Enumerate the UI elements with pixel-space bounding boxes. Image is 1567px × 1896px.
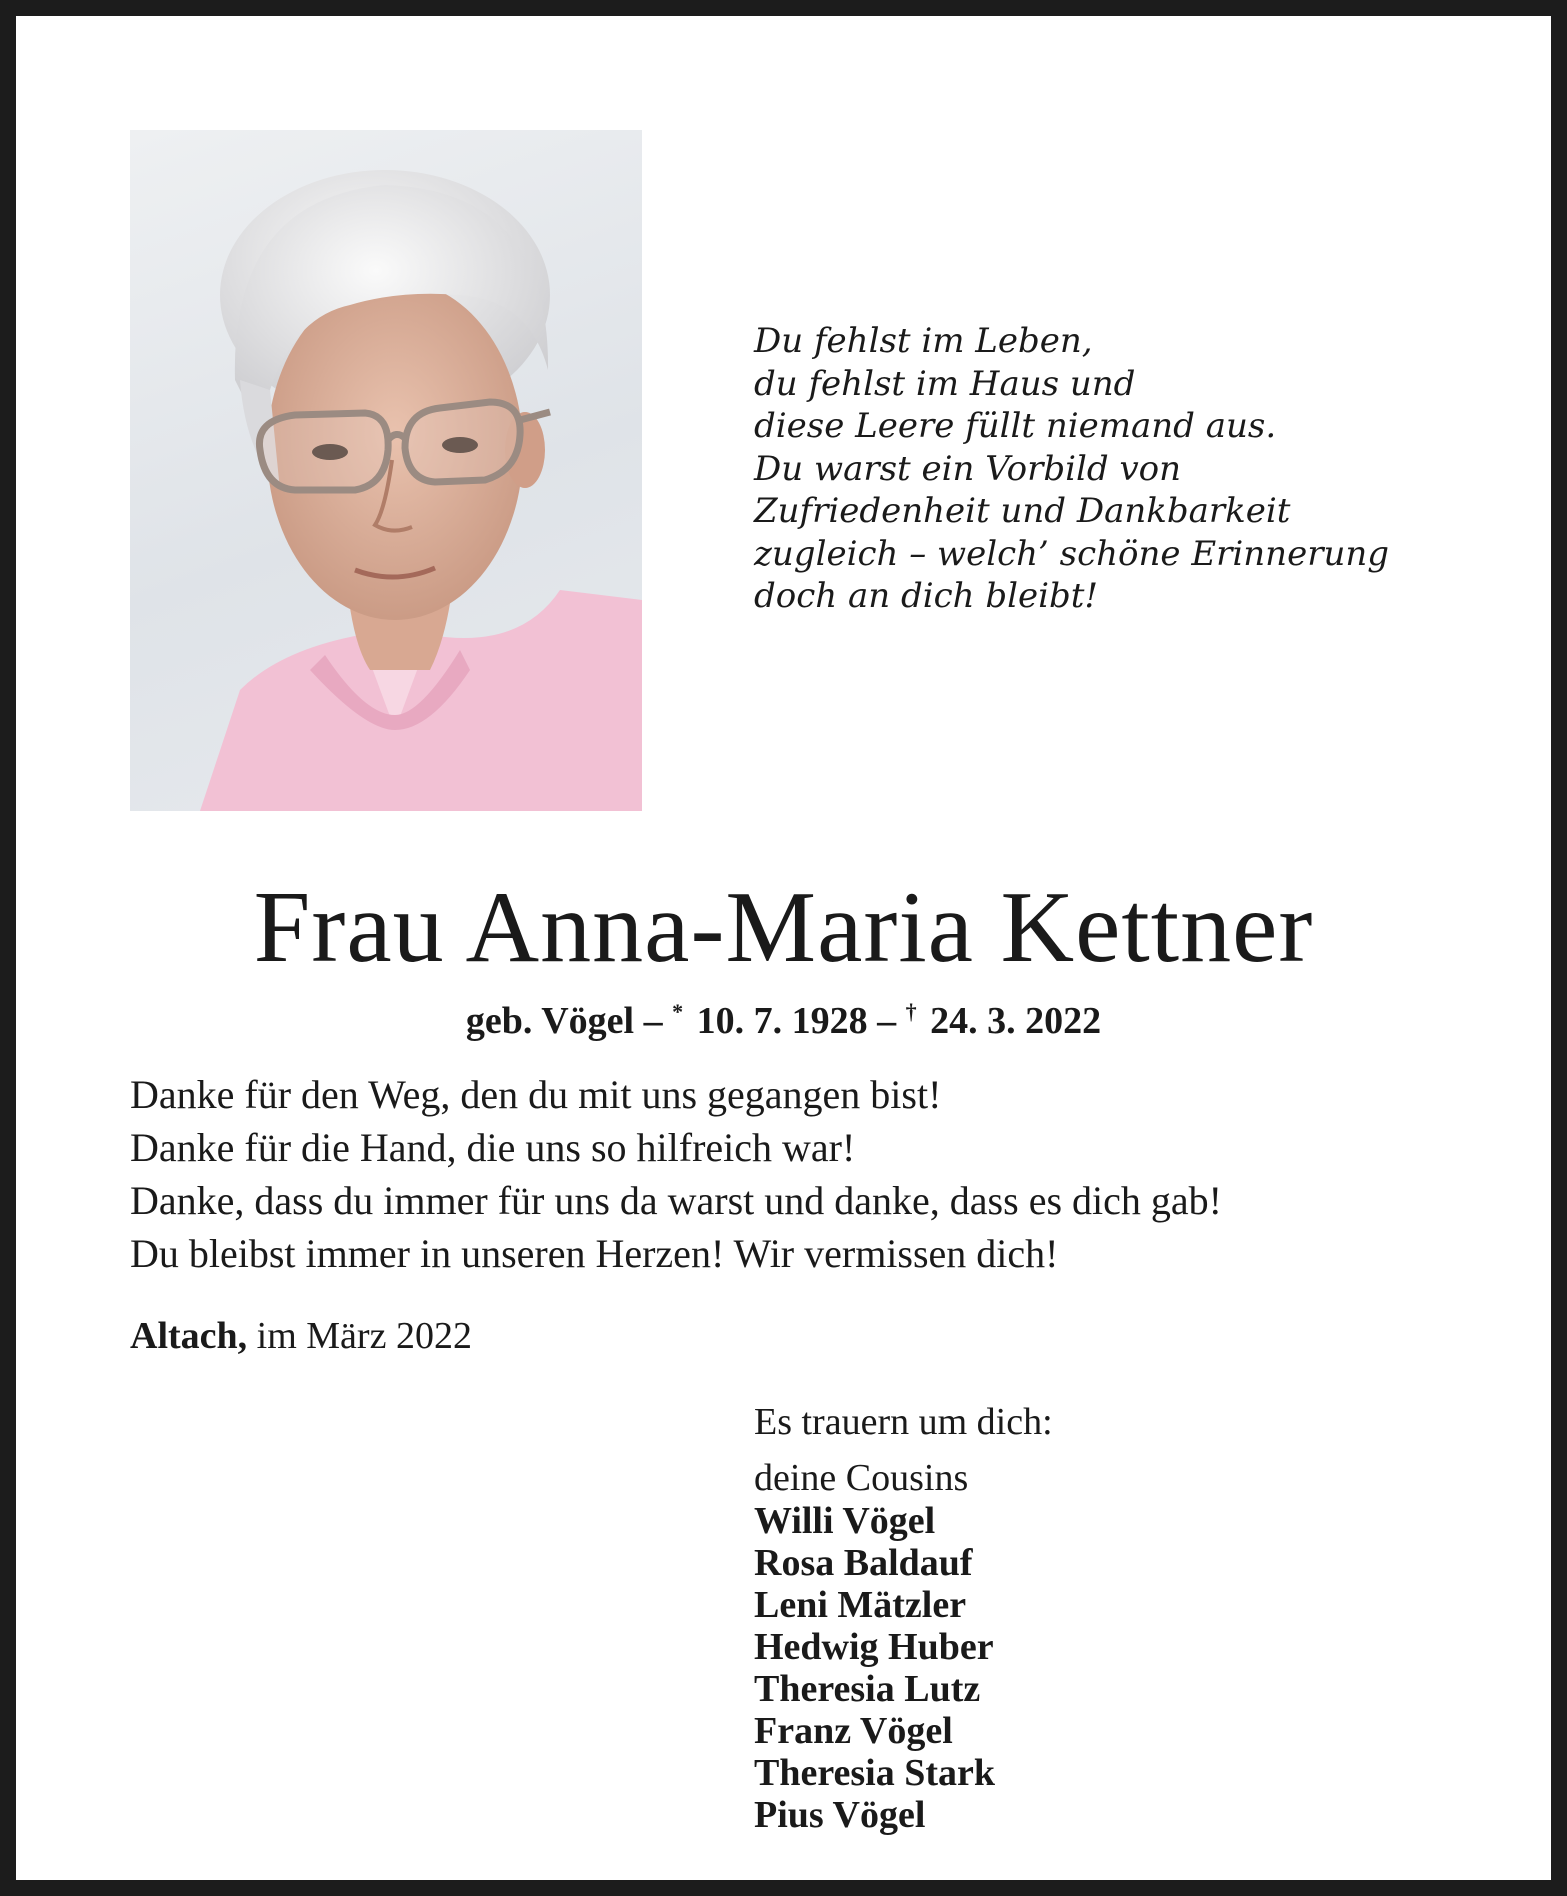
portrait-photo bbox=[130, 130, 642, 811]
maiden-name: geb. Vögel – bbox=[465, 1000, 673, 1042]
thanks-text bbox=[130, 1068, 1222, 1280]
mourner-name: Pius Vögel bbox=[754, 1794, 926, 1836]
poem-line: Du warst ein Vorbild von bbox=[754, 448, 1182, 489]
birth-date: 10. 7. 1928 – bbox=[687, 1000, 906, 1042]
mourners-heading: Es trauern um dich: bbox=[754, 1401, 1053, 1443]
death-symbol: † bbox=[905, 999, 917, 1024]
poem-line: du fehlst im Haus und bbox=[754, 363, 1136, 404]
mourners-relation: deine Cousins bbox=[754, 1457, 969, 1499]
poem-line: diese Leere füllt niemand aus. bbox=[754, 406, 1277, 446]
portrait-illustration bbox=[130, 130, 642, 811]
place-month: im März 2022 bbox=[247, 1315, 472, 1357]
place-date bbox=[130, 1312, 472, 1360]
mourner-name: Hedwig Huber bbox=[754, 1626, 994, 1668]
mourner-name: Franz Vögel bbox=[754, 1710, 953, 1752]
poem-line: Du fehlst im Leben, bbox=[754, 321, 1093, 361]
poem-line: zugleich – welch’ schöne Erinnerung bbox=[754, 533, 1390, 574]
place-town: Altach, bbox=[130, 1315, 248, 1357]
deceased-name: Frau Anna-Maria Kettner bbox=[253, 871, 1314, 984]
life-dates bbox=[0, 990, 1567, 1043]
thanks-line: Danke für die Hand, die uns so hilfreich war! bbox=[130, 1125, 856, 1170]
poem-line: doch an dich bleibt! bbox=[754, 576, 1099, 616]
mourner-name: Willi Vögel bbox=[754, 1500, 936, 1542]
mourner-name: Theresia Stark bbox=[754, 1752, 996, 1794]
thanks-line: Danke, dass du immer für uns da warst und danke, dass es dich gab! bbox=[130, 1178, 1222, 1223]
birth-symbol: * bbox=[672, 999, 684, 1024]
thanks-line: Du bleibst immer in unseren Herzen! Wir vermissen dich! bbox=[130, 1231, 1059, 1276]
mourner-name: Theresia Lutz bbox=[754, 1668, 981, 1710]
mourners-block bbox=[754, 1396, 1053, 1836]
poem bbox=[754, 320, 1389, 618]
death-date: 24. 3. 2022 bbox=[920, 1000, 1102, 1042]
poem-line: Zufriedenheit und Dankbarkeit bbox=[754, 491, 1291, 531]
thanks-line: Danke für den Weg, den du mit uns gegangen bist! bbox=[130, 1072, 942, 1117]
mourner-name: Leni Mätzler bbox=[754, 1584, 967, 1626]
mourner-name: Rosa Baldauf bbox=[754, 1542, 973, 1584]
